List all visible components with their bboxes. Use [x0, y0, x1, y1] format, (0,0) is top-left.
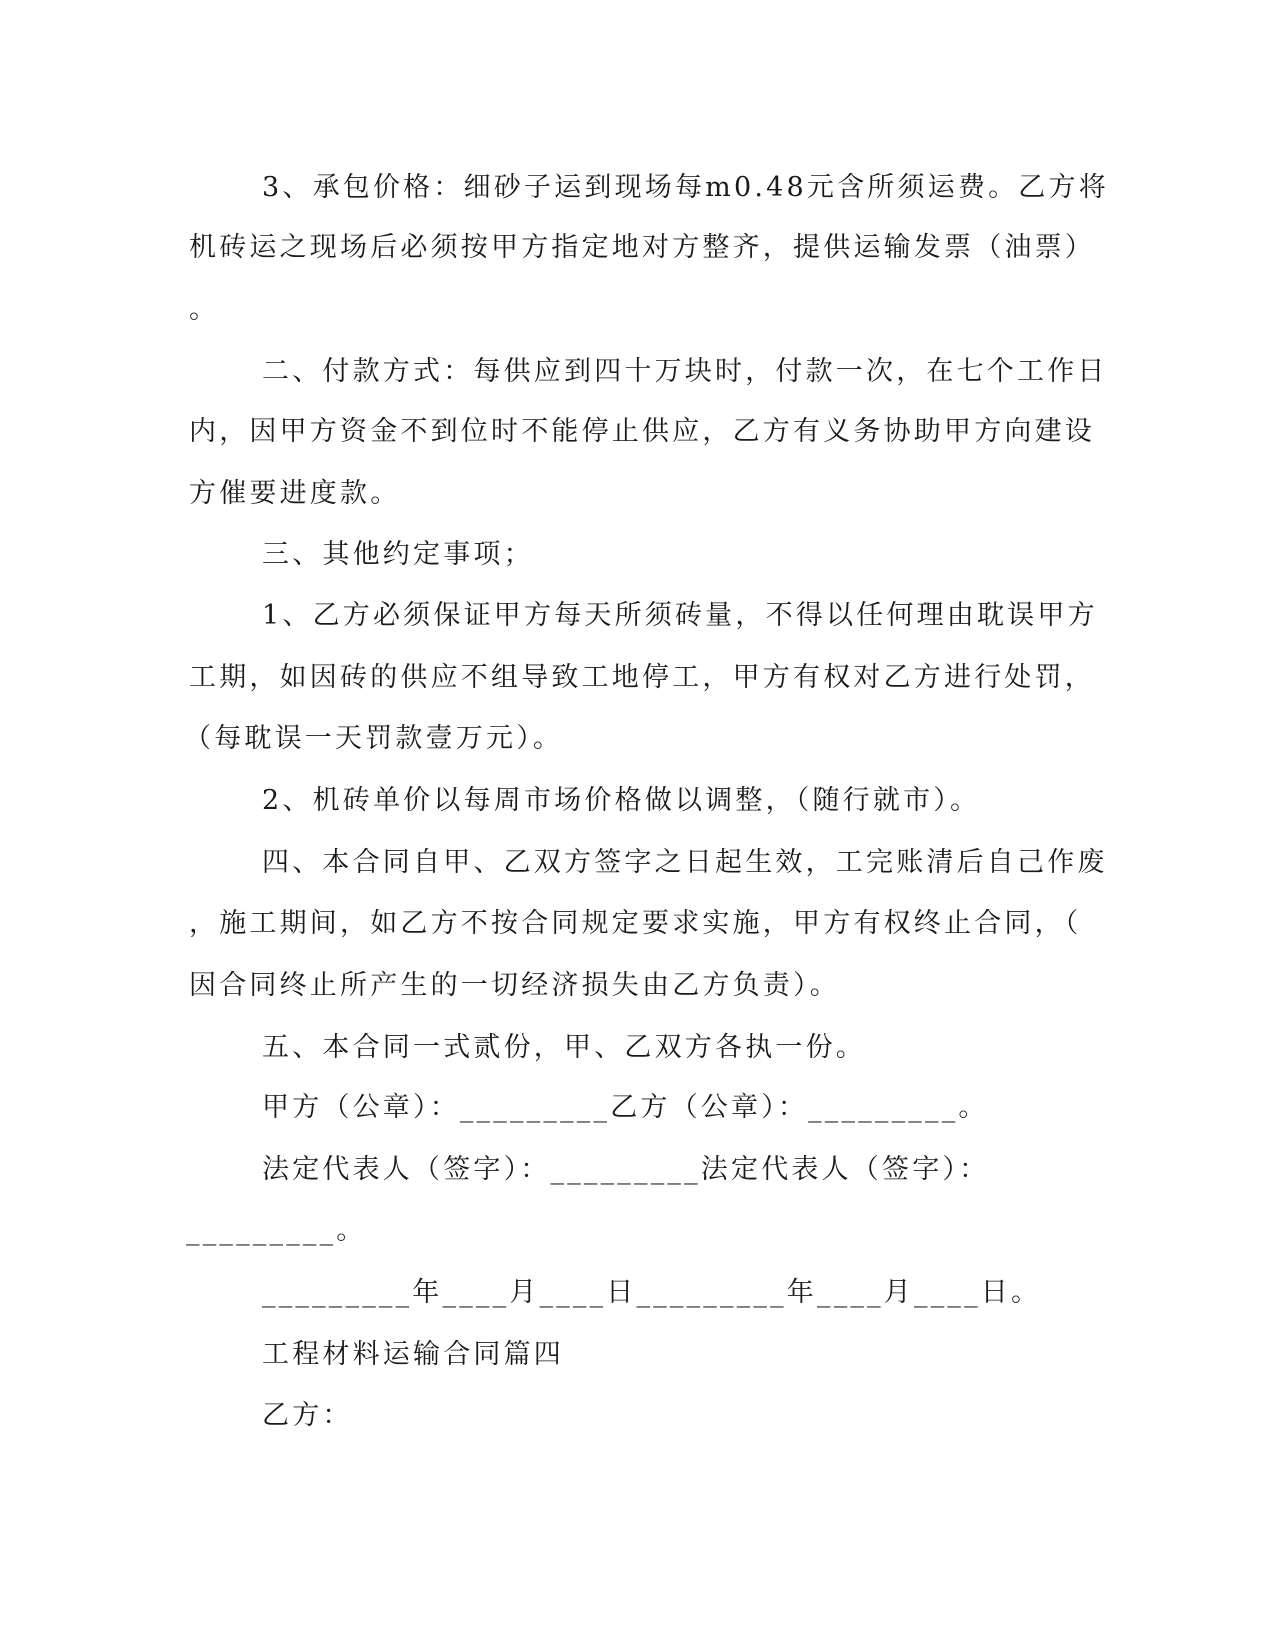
signature-seal-line: 甲方（公章）：_________乙方（公章）：_________。	[262, 1092, 989, 1123]
clause-3-price-line-3: 。	[189, 294, 220, 325]
section-4-line-3: 因合同终止所产生的一切经济损失由乙方负责）。	[189, 970, 840, 1001]
signature-date-line: _________年____月____日_________年____月____日。	[262, 1277, 1042, 1308]
section-2-payment-line-1: 二、付款方式：每供应到四十万块时，付款一次，在七个工作日	[262, 356, 1108, 387]
section-3-item-2: 2、机砖单价以每周市场价格做以调整，（随行就市）。	[262, 785, 981, 816]
signature-representative-blank: _________。	[186, 1215, 367, 1246]
section-3-item-1-line-3: （每耽误一天罚款壹万元）。	[184, 723, 564, 754]
clause-3-price-line-2: 机砖运之现场后必须按甲方指定地对方整齐，提供运输发票（油票）	[189, 232, 1095, 263]
clause-3-price-line-1: 3、承包价格：细砂子运到现场每m0.48元含所须运费。乙方将	[262, 172, 1109, 203]
party-b-label: 乙方：	[262, 1400, 353, 1431]
section-4-line-1: 四、本合同自甲、乙双方签字之日起生效，工完账清后自己作废	[262, 847, 1108, 878]
section-2-payment-line-2: 内，因甲方资金不到位时不能停止供应，乙方有义务协助甲方向建设	[189, 416, 1095, 447]
section-4-line-2: ，施工期间，如乙方不按合同规定要求实施，甲方有权终止合同，（	[189, 908, 1082, 939]
section-3-item-1-line-2: 工期，如因砖的供应不组导致工地停工，甲方有权对乙方进行处罚，	[189, 662, 1095, 693]
section-3-item-1-line-1: 1、乙方必须保证甲方每天所须砖量，不得以任何理由耽误甲方	[262, 600, 1098, 631]
signature-representative-line: 法定代表人（签字）：_________法定代表人（签字）：	[262, 1154, 990, 1185]
section-5-copies: 五、本合同一式贰份，甲、乙双方各执一份。	[262, 1032, 866, 1063]
next-contract-title: 工程材料运输合同篇四	[262, 1339, 564, 1370]
section-3-heading: 三、其他约定事项；	[262, 539, 534, 570]
section-2-payment-line-3: 方催要进度款。	[189, 478, 401, 509]
